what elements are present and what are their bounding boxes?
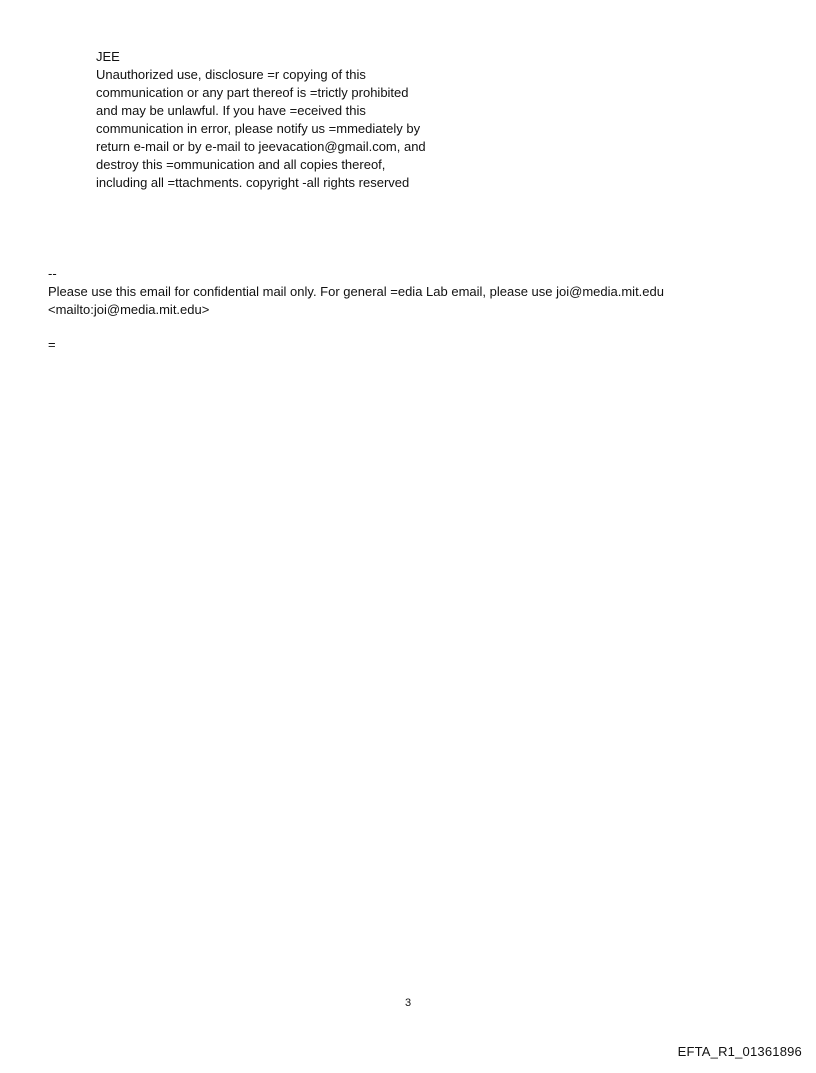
document-id: EFTA_R1_01361896 [677, 1044, 802, 1059]
quoted-line-sender: JEE [96, 49, 120, 64]
quoted-line: and may be unlawful. If you have =eceived this [96, 103, 366, 118]
quoted-line: communication in error, please notify us =mmediately by [96, 121, 421, 136]
quoted-line: Unauthorized use, disclosure =r copying of this [96, 67, 366, 82]
quoted-disclaimer-block [96, 48, 516, 192]
signature-line: Please use this email for confidential mail only. For general =edia Lab email, please use joi@media.mit.edu [48, 284, 664, 299]
signature-mailto-line: <mailto:joi@media.mit.edu> [48, 302, 210, 317]
quoted-line: destroy this =ommunication and all copies thereof, [96, 157, 386, 172]
quoted-line: return e-mail or by e-mail to jeevacation@gmail.com, and [96, 139, 426, 154]
quoted-line: including all =ttachments. copyright -all rights reserved [96, 175, 410, 190]
signature-separator: -- [48, 266, 57, 281]
trailing-equals: = [48, 337, 56, 352]
email-signature [48, 265, 768, 319]
quoted-line: communication or any part thereof is =trictly prohibited [96, 85, 409, 100]
page-number: 3 [404, 997, 412, 1009]
